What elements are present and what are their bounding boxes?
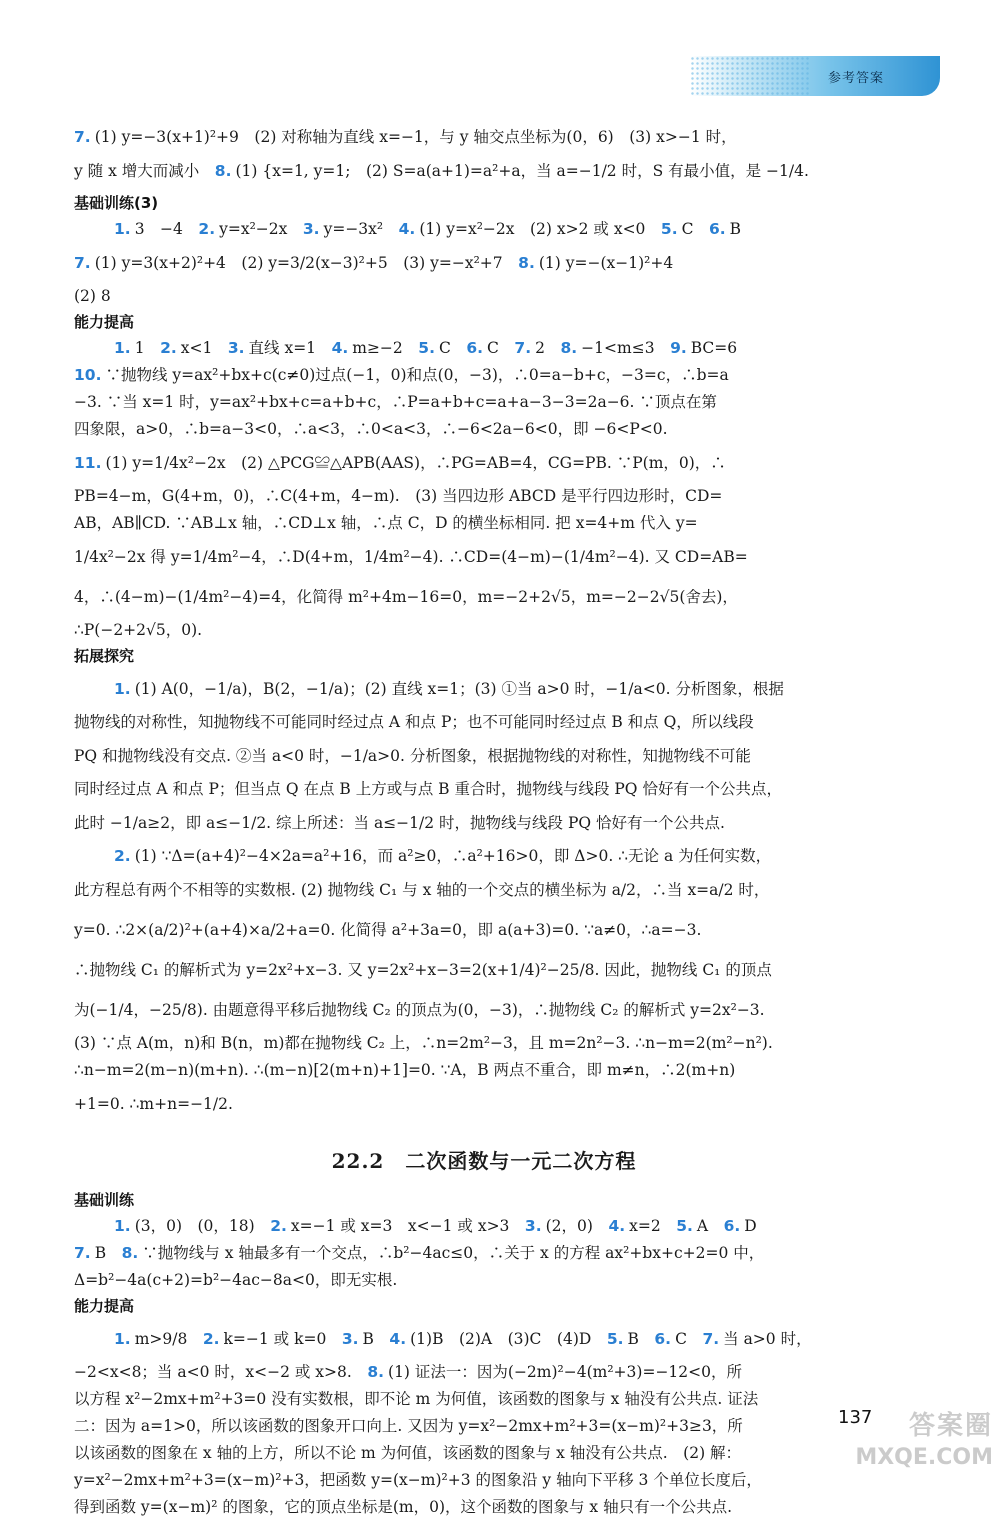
question-number: 5. [660, 220, 678, 238]
question-number: 2. [202, 1330, 220, 1348]
question-number: 11. [74, 454, 102, 472]
answer-line [74, 483, 894, 510]
answer-line [74, 1413, 894, 1440]
answer-text: (1) 证法一：因为(−2m)²−4(m²+3)=−12<0，所 [388, 1363, 743, 1381]
answer-line [74, 1494, 894, 1521]
answer-text: 直线 x=1 [248, 339, 332, 357]
answer-text: (1) y=3(x+2)²+4 (2) y=3/2(x−3)²+5 (3) y=−x²+7 [94, 254, 519, 272]
answer-text: C [681, 220, 709, 238]
question-number: 7. [74, 254, 91, 272]
answer-line [74, 243, 894, 283]
answer-text: x=2 [629, 1217, 677, 1235]
question-number: 3. [302, 220, 320, 238]
answer-text: B [362, 1330, 390, 1348]
watermark-line1: 答案圈 [908, 1411, 993, 1441]
question-number: 7. [74, 1244, 91, 1262]
answer-line [74, 443, 894, 483]
answer-line [74, 389, 894, 416]
answer-text: 2 [535, 339, 561, 357]
answer-text: m≥−2 [352, 339, 419, 357]
question-number: 8. [367, 1363, 385, 1381]
question-number: 1. [114, 1217, 131, 1235]
question-number: 6. [708, 220, 726, 238]
question-number: 6. [654, 1330, 672, 1348]
answer-text: 1 [134, 339, 161, 357]
answer-line [74, 843, 894, 870]
answer-line [74, 776, 894, 803]
question-number: 5. [606, 1330, 624, 1348]
answer-text: (1) y=−3(x+1)²+9 (2) 对称轴为直线 x=−1，与 y 轴交点坐标为(0，6) (3) x>−1 时， [94, 128, 737, 146]
answer-text: 同时经过点 A 和点 P；但当点 Q 在点 B 上方或与点 B 重合时，抛物线与线段 PQ 恰好有一个公共点， [74, 780, 782, 798]
answer-text: 能力提高 [74, 313, 135, 331]
watermark-logo [818, 1408, 993, 1478]
answer-line [74, 335, 894, 362]
question-number: 8. [560, 339, 578, 357]
answer-text: (3) ∵点 A(m，n)和 B(n，m)都在抛物线 C₂ 上，∴n=2m²−3，且 m=2n²−3. ∴n−m=2(m²−n²). [74, 1034, 773, 1052]
answer-text: B [729, 220, 742, 238]
answer-text: 基础训练 [74, 1191, 135, 1209]
answer-text: ∵抛物线 y=ax²+bx+c(c≠0)过点(−1，0)和点(0，−3)，∴0=a−b+c，−3=c，∴b=a [105, 366, 729, 384]
watermark-line2: MXQE.COM [855, 1445, 993, 1470]
answer-line [74, 1359, 894, 1386]
answer-text: (1) {x=1, y=1; (2) S=a(a+1)=a²+a，当 a=−1/2 时，S 有最小值，是 −1/4. [235, 162, 809, 180]
answer-text: Δ=b²−4a(c+2)=b²−4ac−8a<0，即无实根. [74, 1271, 398, 1289]
answer-line [74, 910, 894, 950]
answer-line [74, 216, 894, 243]
question-number: 9. [670, 339, 687, 357]
answer-text: 22.2 二次函数与一元二次方程 [331, 1149, 637, 1173]
question-number: 5. [418, 339, 435, 357]
answer-line [74, 1319, 894, 1359]
answer-text: −2<x<8；当 a<0 时，x<−2 或 x>8. [74, 1363, 368, 1381]
section-heading [74, 644, 894, 669]
answer-text: (1) y=x²−2x (2) x>2 或 x<0 [419, 220, 661, 238]
answer-text: (1)B (2)A (3)C (4)D [410, 1330, 607, 1348]
answer-text: +1=0. ∴m+n=−1/2. [74, 1095, 233, 1113]
question-number: 7. [514, 339, 532, 357]
question-number: 4. [398, 220, 416, 238]
answer-line [74, 1386, 894, 1413]
answer-text: AB，AB∥CD. ∵AB⊥x 轴，∴CD⊥x 轴，∴点 C，D 的横坐标相同. 把 x=4+m 代入 y= [74, 514, 698, 532]
answer-line [74, 950, 894, 990]
answer-text: k=−1 或 k=0 [223, 1330, 342, 1348]
question-number: 1. [114, 220, 131, 238]
answer-text: PB=4−m，G(4+m，0)，∴C(4+m，4−m). (3) 当四边形 ABCD 是平行四边形时，CD= [74, 487, 723, 505]
question-number: 4. [389, 1330, 407, 1348]
answer-text: C [675, 1330, 703, 1348]
answer-text: y=x²−2x [219, 220, 303, 238]
answer-text: 以方程 x²−2mx+m²+3=0 没有实数根，即不论 m 为何值，该函数的图象与 x 轴没有公共点. 证法 [74, 1390, 759, 1408]
answer-line [74, 870, 894, 910]
answer-text: 抛物线的对称性，知抛物线不可能同时经过点 A 和点 P；也不可能同时经过点 B 和点 Q，所以线段 [74, 713, 754, 731]
answer-line [74, 1467, 894, 1494]
answer-text: (1) y=1/4x²−2x (2) △PCG≌△APB(AAS)，∴PG=AB=4，CG=PB. ∵P(m，0)，∴ [105, 454, 726, 472]
answer-text: (3，0) (0，18) [134, 1217, 271, 1235]
answer-line [74, 990, 894, 1030]
answer-text: ∵抛物线与 x 轴最多有一个交点，∴b²−4ac≤0，∴关于 x 的方程 ax²+bx+c+2=0 中， [142, 1244, 765, 1262]
answer-text: (1) y=−(x−1)²+4 [538, 254, 674, 272]
question-number: 2. [160, 339, 177, 357]
question-number: 6. [466, 339, 484, 357]
question-number: 8. [518, 254, 535, 272]
answer-line [74, 537, 894, 577]
page-number: 137 [838, 1407, 873, 1428]
answer-line [74, 283, 894, 310]
answer-text: y=−3x² [323, 220, 399, 238]
answer-line [74, 803, 894, 843]
answer-text: 4，∴(4−m)−(1/4m²−4)=4，化简得 m²+4m−16=0，m=−2+2√5，m=−2−2√5(舍去)， [74, 588, 738, 606]
section-heading [74, 1188, 894, 1213]
question-number: 1. [114, 339, 131, 357]
answer-text: m>9/8 [134, 1330, 203, 1348]
answer-text: 为(−1/4，−25/8). 由题意得平移后抛物线 C₂ 的顶点为(0，−3)，∴抛物线 C₂ 的解析式 y=2x²−3. [74, 1001, 765, 1019]
question-number: 4. [608, 1217, 626, 1235]
question-number: 5. [676, 1217, 693, 1235]
answer-line [74, 669, 894, 709]
header-banner [690, 56, 940, 96]
answer-text: (1) ∵Δ=(a+4)²−4×2a=a²+16，而 a²≥0，∴a²+16>0，即 Δ>0. ∴无论 a 为任何实数， [134, 847, 772, 865]
answer-text: D [744, 1217, 757, 1235]
answer-text: 当 a>0 时， [723, 1330, 812, 1348]
answer-line [74, 1213, 894, 1240]
question-number: 8. [214, 162, 232, 180]
answer-text: C [487, 339, 515, 357]
answer-text: (1) A(0，−1/a)，B(2，−1/a)；(2) 直线 x=1；(3) ①当 a>0 时，−1/a<0. 分析图象，根据 [134, 680, 784, 698]
answer-line [74, 1267, 894, 1294]
answer-text: y 随 x 增大而减小 [74, 162, 215, 180]
answer-text: PQ 和抛物线没有交点. ②当 a<0 时，−1/a>0. 分析图象，根据抛物线的对称性，知抛物线不可能 [74, 747, 751, 765]
answer-text: 此方程总有两个不相等的实数根. (2) 抛物线 C₁ 与 x 轴的一个交点的横坐标为 a/2，∴当 x=a/2 时， [74, 881, 770, 899]
question-number: 2. [198, 220, 216, 238]
question-number: 1. [114, 1330, 131, 1348]
answer-text: 基础训练(3) [74, 194, 159, 212]
answer-line [74, 617, 894, 644]
answer-text: A [696, 1217, 724, 1235]
answer-text: 3 −4 [134, 220, 199, 238]
question-number: 10. [74, 366, 102, 384]
answer-line [74, 124, 894, 151]
question-number: 3. [524, 1217, 542, 1235]
answer-text: 1/4x²−2x 得 y=1/4m²−4，∴D(4+m，1/4m²−4). ∴CD=(4−m)−(1/4m²−4). 又 CD=AB= [74, 548, 748, 566]
answer-text: (2，0) [545, 1217, 609, 1235]
answer-content [74, 124, 894, 1521]
answer-text: 能力提高 [74, 1297, 135, 1315]
answer-text: ∴n−m=2(m−n)(m+n). ∴(m−n)[2(m+n)+1]=0. ∵A，B 两点不重合，即 m≠n，∴2(m+n) [74, 1061, 736, 1079]
question-number: 7. [74, 128, 91, 146]
answer-text: 以该函数的图象在 x 轴的上方，所以不论 m 为何值，该函数的图象与 x 轴没有公共点. (2) 解： [74, 1444, 742, 1462]
answer-line [74, 510, 894, 537]
question-number: 3. [227, 339, 245, 357]
section-heading [74, 310, 894, 335]
chapter-title [74, 1134, 894, 1188]
header-label: 参考答案 [827, 71, 884, 86]
question-number: 2. [114, 847, 131, 865]
answer-text: B [627, 1330, 655, 1348]
question-number: 4. [331, 339, 349, 357]
answer-text: −3. ∵当 x=1 时，y=ax²+bx+c=a+b+c，∴P=a+b+c=a+a−3−3=2a−6. ∵顶点在第 [74, 393, 717, 411]
answer-line [74, 1240, 894, 1267]
answer-line [74, 151, 894, 191]
answer-text: x=−1 或 x=3 x<−1 或 x>3 [290, 1217, 525, 1235]
answer-text: B [94, 1244, 122, 1262]
answer-line [74, 1030, 894, 1057]
answer-text: BC=6 [690, 339, 738, 357]
answer-text: 此时 −1/a≥2，即 a≤−1/2. 综上所述：当 a≤−1/2 时，抛物线与线段 PQ 恰好有一个公共点. [74, 814, 725, 832]
answer-line [74, 1084, 894, 1124]
answer-line [74, 416, 894, 443]
question-number: 7. [702, 1330, 720, 1348]
answer-line [74, 709, 894, 736]
answer-line [74, 1440, 894, 1467]
banner-texture [690, 56, 810, 96]
question-number: 8. [121, 1244, 139, 1262]
question-number: 2. [270, 1217, 287, 1235]
answer-text: C [438, 339, 467, 357]
answer-text: y=x²−2mx+m²+3=(x−m)²+3，把函数 y=(x−m)²+3 的图象沿 y 轴向下平移 3 个单位长度后， [74, 1471, 762, 1489]
section-heading [74, 191, 894, 216]
section-heading [74, 1294, 894, 1319]
answer-line [74, 577, 894, 617]
question-number: 3. [341, 1330, 359, 1348]
question-number: 1. [114, 680, 131, 698]
answer-text: 得到函数 y=(x−m)² 的图象，它的顶点坐标是(m，0)，这个函数的图象与 x 轴只有一个公共点. [74, 1498, 733, 1516]
answer-text: ∴抛物线 C₁ 的解析式为 y=2x²+x−3. 又 y=2x²+x−3=2(x+1/4)²−25/8. 因此，抛物线 C₁ 的顶点 [74, 961, 772, 979]
answer-text: −1<m≤3 [581, 339, 671, 357]
answer-text: 拓展探究 [74, 647, 135, 665]
answer-text: (2) 8 [74, 287, 111, 305]
spacer [74, 1124, 894, 1134]
question-number: 6. [723, 1217, 741, 1235]
answer-line [74, 1057, 894, 1084]
answer-line [74, 362, 894, 389]
answer-text: x<1 [180, 339, 228, 357]
answer-text: 四象限，a>0，∴b=a−3<0，∴a<3，∴0<a<3，∴−6<2a−6<0，即 −6<P<0. [74, 420, 668, 438]
answer-line [74, 736, 894, 776]
answer-text: ∴P(−2+2√5，0). [74, 621, 203, 639]
answer-text: 二：因为 a=1>0，所以该函数的图象开口向上. 又因为 y=x²−2mx+m²+3=(x−m)²+3≥3，所 [74, 1417, 743, 1435]
answer-text: y=0. ∴2×(a/2)²+(a+4)×a/2+a=0. 化简得 a²+3a=0，即 a(a+3)=0. ∵a≠0，∴a=−3. [74, 921, 702, 939]
